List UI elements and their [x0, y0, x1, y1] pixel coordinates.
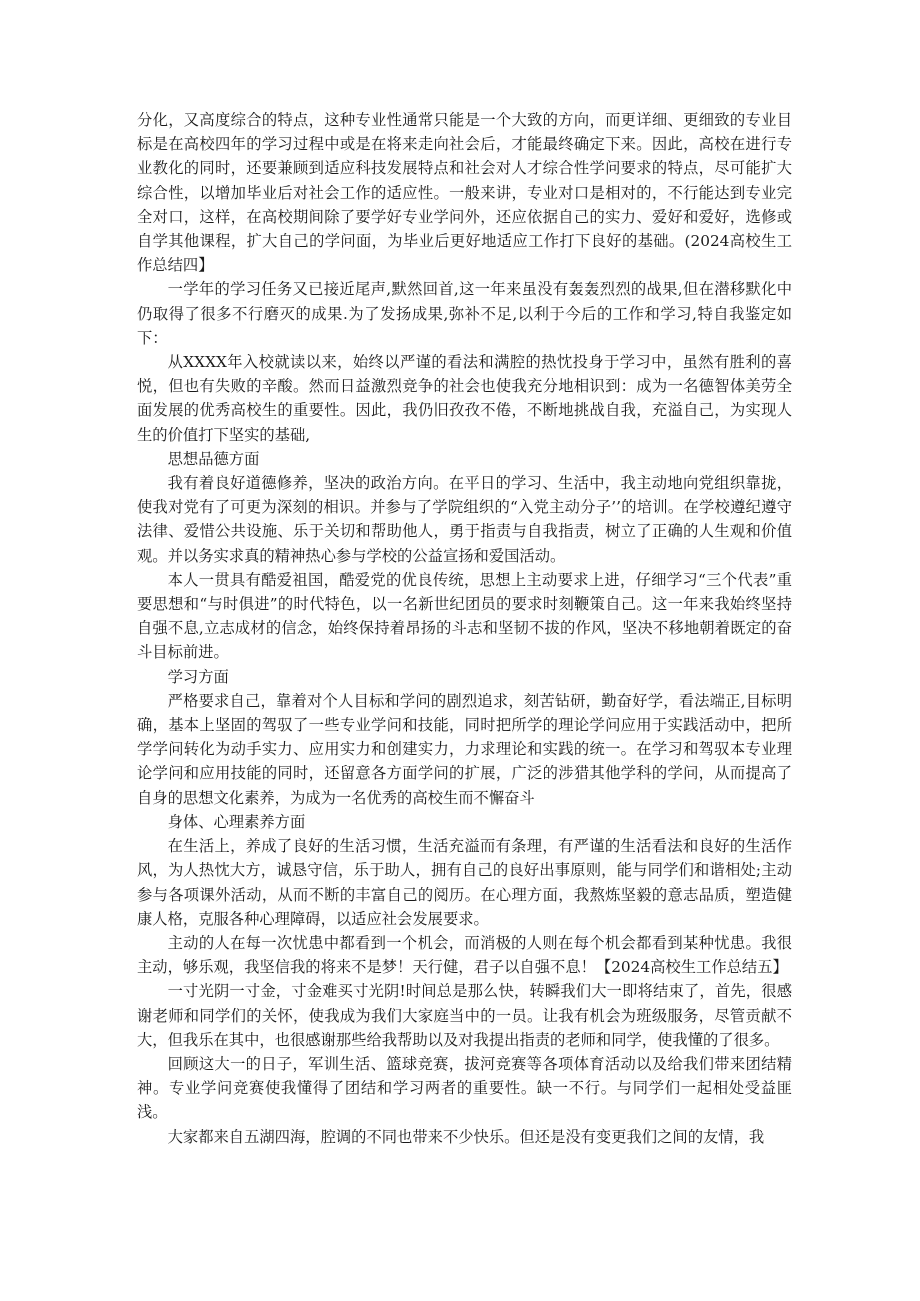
paragraph-study: 严格要求自己，靠着对个人目标和学问的剧烈追求，刻苦钻研，勤奋好学，看法端正,目标明确，基本上坚固的驾驭了一些专业学问和技能，同时把所学的理论学问应用于实践活动中，把所学学问转化为动手实力、应用实力和创建实力，力求理论和实践的统一。在学习和驾驭本专业理论学问和应用技能的同时，还留意各方面学问的扩展，广泛的涉猎其他学科的学问，从而提高了自身的思想文化素养，为成为一名优秀的高校生而不懈奋斗	[137, 691, 792, 807]
heading-morality: 思想品德方面	[167, 449, 260, 468]
paragraph-morality: 我有着良好道德修养，坚决的政治方向。在平日的学习、生活中，我主动地向党组织靠拢，使我对党有了可更为深刻的相识。并参与了学院组织的“入党主动分子’’的培训。在学校遵纪遵守法律、爱惜公共设施、乐于关切和帮助他人，勇于指责与自我指责，树立了正确的人生观和价值观。并以务实求真的精神热心参与学校的公益宣扬和爱国活动。	[137, 474, 792, 565]
paragraph-year-review: 一学年的学习任务又已接近尾声,默然回首,这一年来虽没有轰轰烈烈的战果,但在潜移默化中仍取得了很多不行磨灭的成果.为了发扬成果,弥补不足,以利于今后的工作和学习,特自我鉴定如下：	[137, 280, 792, 347]
paragraph-optimism: 主动的人在每一次忧患中都看到一个机会，而消极的人则在每个机会都看到某种忧患。我很主动，够乐观，我坚信我的将来不是梦！天行健，君子以自强不息！【2024高校生工作总结五】	[137, 933, 792, 977]
paragraph-intro: 分化，又高度综合的特点，这种专业性通常只能是一个大致的方向，而更详细、更细致的专业目标是在高校四年的学习过程中或是在将来走向社会后，才能最终确定下来。因此，高校在进行专业教化的同时，还要兼顾到适应科技发展特点和社会对人才综合性学问要求的特点，尽可能扩大综合性，以增加毕业后对社会工作的适应性。一般来讲，专业对口是相对的，不行能达到专业完全对口，这样，在高校期间除了要学好专业学问外，还应依据自己的实力、爱好和爱好，选修或自学其他课程，扩大自己的学问面，为毕业后更好地适应工作打下良好的基础。(2024高校生工作总结四】	[137, 111, 792, 275]
paragraph-health: 在生活上，养成了良好的生活习惯，生活充溢而有条理，有严谨的生活看法和良好的生活作风，为人热忱大方，诚恳守信，乐于助人，拥有自己的良好出事原则，能与同学们和谐相处;主动参与各项课外活动，从而不断的丰富自己的阅历。在心理方面，我熬炼坚毅的意志品质，塑造健康人格，克服各种心理障碍，以适应社会发展要求。	[137, 837, 792, 928]
paragraph-enrollment: 从XXXX年入校就读以来，始终以严谨的看法和满腔的热忱投身于学习中，虽然有胜利的喜悦，但也有失败的辛酸。然而日益激烈竞争的社会也使我充分地相识到：成为一名德智体美劳全面发展的优秀高校生的重要性。因此，我仍旧孜孜不倦，不断地挑战自我，充溢自己，为实现人生的价值打下坚实的基础,	[137, 353, 792, 444]
heading-study: 学习方面	[167, 667, 229, 686]
paragraph-time: 一寸光阴一寸金，寸金难买寸光阴!时间总是那么快，转瞬我们大一即将结束了，首先，很感谢老师和同学们的关怀，使我成为我们大家庭当中的一员。让我有机会为班级服务，尽管贡献不大，但我乐在其中，也很感谢那些给我帮助以及对我提出指责的老师和同学，使我懂的了很多。	[137, 982, 792, 1049]
heading-health: 身体、心理素养方面	[167, 812, 306, 831]
paragraph-patriotism: 本人一贯具有酷爱祖国，酷爱党的优良传统，思想上主动要求上进，仔细学习“三个代表”重要思想和“与时俱进”的时代特色，以一名新世纪团员的要求时刻鞭策自己。这一年来我始终坚持自强不息,立志成材的信念，始终保持着昂扬的斗志和坚韧不拔的作风，坚决不移地朝着既定的奋斗目标前进。	[137, 570, 792, 662]
paragraph-friendship: 大家都来自五湖四海，腔调的不同也带来不少快乐。但还是没有变更我们之间的友情，我	[167, 1127, 765, 1146]
paragraph-activities: 回顾这大一的日子，军训生活、篮球竞赛，拔河竞赛等各项体育活动以及给我们带来团结精神。专业学问竞赛使我懂得了团结和学习两者的重要性。缺一不行。与同学们一起相处受益匪浅。	[137, 1054, 792, 1122]
